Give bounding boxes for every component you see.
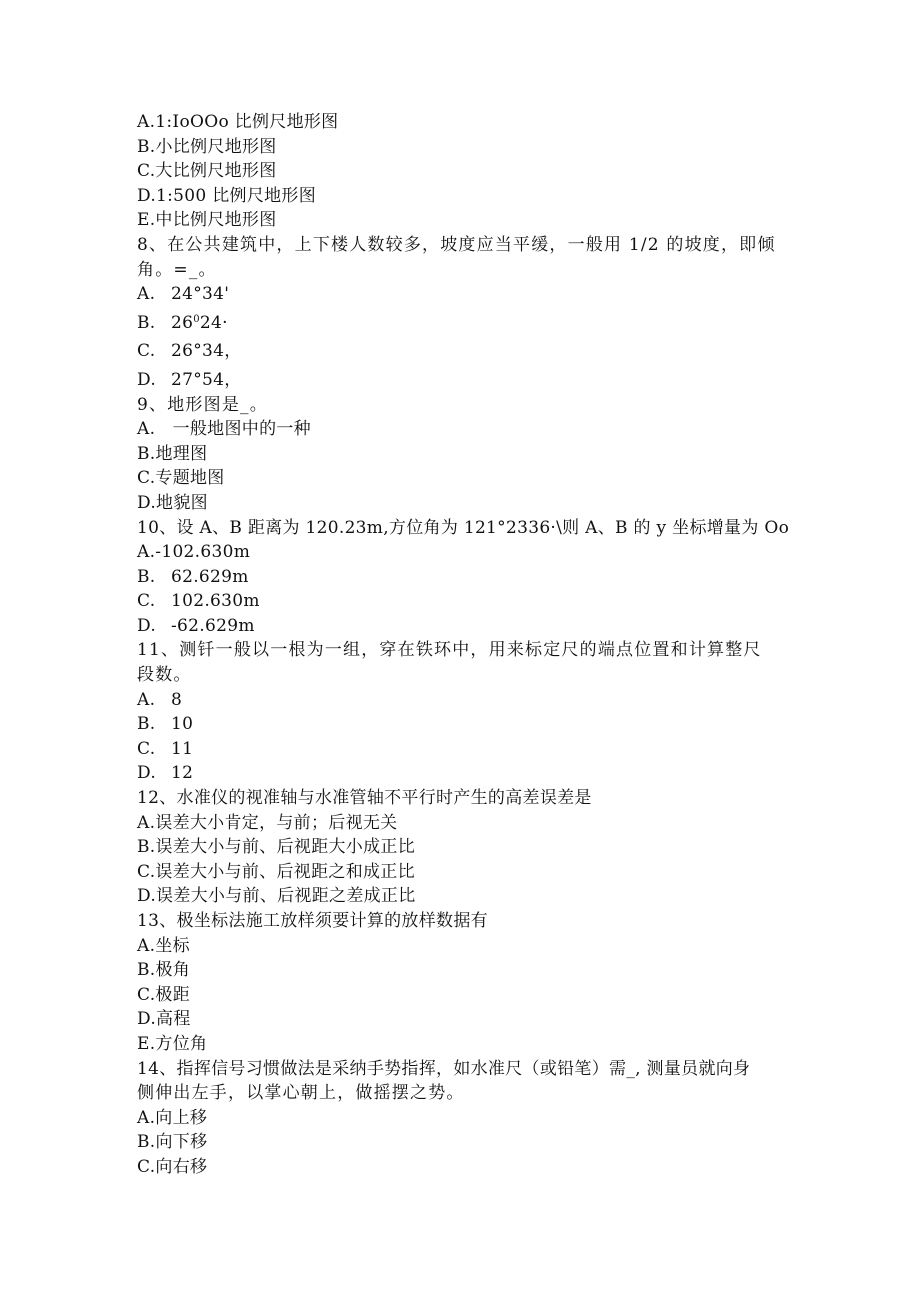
option-a bbox=[137, 540, 787, 565]
option-d: D.1:500 比例尺地形图 bbox=[137, 185, 317, 206]
option-label: B. bbox=[137, 714, 156, 735]
option-b: B.误差大小与前、后视距大小成正比 bbox=[137, 837, 415, 858]
option-c bbox=[137, 589, 787, 614]
option-text: -62.629m bbox=[171, 615, 255, 636]
option-label: C. bbox=[137, 341, 156, 362]
option-text: 102.630m bbox=[171, 591, 260, 612]
option-text: 26°34， bbox=[171, 341, 242, 362]
option-label: A. bbox=[137, 689, 156, 710]
option-c: C.大比例尺地形图 bbox=[137, 161, 277, 182]
question-12 bbox=[137, 786, 787, 909]
option-a bbox=[137, 688, 787, 713]
option-text: 24°34' bbox=[171, 284, 230, 305]
option-text: 12 bbox=[171, 763, 194, 784]
option-b bbox=[137, 712, 787, 737]
question-text: 8、在公共建筑中，上下楼人数较多，坡度应当平缓，一般用 1/2 的坡度，即倾 bbox=[137, 234, 776, 255]
question-10 bbox=[137, 516, 790, 639]
question-11 bbox=[137, 638, 787, 786]
question-text-cont: 侧伸出左手，以掌心朝上，做摇摆之势。 bbox=[137, 1083, 465, 1104]
option-text: 62.629m bbox=[171, 566, 249, 587]
option-b: B.小比例尺地形图 bbox=[137, 136, 277, 157]
option-label: A. bbox=[137, 284, 156, 305]
option-c: C.误差大小与前、后视距之和成正比 bbox=[137, 861, 415, 882]
question-text: 11、测钎一般以一根为一组，穿在铁环中，用来标定尺的端点位置和计算整尺 bbox=[137, 640, 762, 661]
option-b: B.向下移 bbox=[137, 1132, 208, 1153]
question-text: 9、地形图是_。 bbox=[137, 394, 268, 415]
option-text: 10 bbox=[171, 714, 194, 735]
option-b bbox=[137, 565, 787, 590]
superscript: 0 bbox=[193, 313, 200, 325]
option-text: 11 bbox=[171, 738, 194, 759]
option-a bbox=[137, 282, 787, 307]
option-b bbox=[137, 311, 787, 336]
option-d bbox=[137, 761, 787, 786]
question-text: 12、水准仪的视准轴与水准管轴不平行时产生的高差误差是 bbox=[137, 788, 592, 809]
option-b: B.极角 bbox=[137, 960, 191, 981]
option-text: 26 bbox=[171, 312, 194, 333]
option-e: E.中比例尺地形图 bbox=[137, 210, 277, 231]
option-label: D. bbox=[137, 615, 157, 636]
option-label: B. bbox=[137, 312, 156, 333]
option-text: 8 bbox=[171, 689, 183, 710]
q7-options bbox=[137, 110, 787, 233]
option-text: 27°54， bbox=[171, 369, 242, 390]
option-label: B. bbox=[137, 566, 156, 587]
question-text: 13、极坐标法施工放样须要计算的放样数据有 bbox=[137, 911, 488, 931]
option-e: E.方位角 bbox=[137, 1033, 208, 1054]
option-c: C.极距 bbox=[137, 984, 191, 1005]
question-text-cont: 段数。 bbox=[137, 665, 192, 686]
option-b: B.地理图 bbox=[137, 443, 208, 464]
question-8 bbox=[137, 233, 787, 393]
option-d: D.地貌图 bbox=[137, 492, 208, 513]
option-d: D.误差大小与前、后视距之差成正比 bbox=[137, 886, 416, 907]
option-c: C.专题地图 bbox=[137, 468, 225, 489]
option-d bbox=[137, 614, 787, 639]
question-text: 14、指挥信号习惯做法是采纳手势指挥，如水准尺（或铅笔）需_, 测量员就向身 bbox=[137, 1058, 751, 1079]
option-a: A.向上移 bbox=[137, 1107, 208, 1128]
option-a: A.坐标 bbox=[137, 935, 190, 956]
question-9 bbox=[137, 393, 787, 516]
option-c: C.向右移 bbox=[137, 1156, 208, 1177]
question-text: 10、设 A、B 距离为 120.23m,方位角为 121°2336·\则 A、B 的 y 坐标增量为 Oo bbox=[137, 517, 790, 538]
option-text: A.-102.630m bbox=[137, 542, 251, 563]
question-14 bbox=[137, 1057, 787, 1180]
option-a: A.误差大小肯定，与前；后视无关 bbox=[137, 812, 398, 833]
option-label: D. bbox=[137, 763, 157, 784]
option-d: D.高程 bbox=[137, 1009, 191, 1030]
option-text-cont: 24· bbox=[199, 312, 228, 333]
document-page bbox=[137, 110, 790, 1180]
option-label: C. bbox=[137, 738, 156, 759]
option-c bbox=[137, 737, 787, 762]
option-label: D. bbox=[137, 369, 157, 390]
option-d bbox=[137, 368, 787, 393]
option-a: A.1:IoOOo 比例尺地形图 bbox=[137, 112, 339, 132]
option-a: A. 一般地图中的一种 bbox=[137, 419, 311, 440]
question-text-cont: 角。=_。 bbox=[137, 259, 217, 280]
question-13 bbox=[137, 909, 787, 1057]
option-label: C. bbox=[137, 591, 156, 612]
option-c bbox=[137, 339, 787, 364]
